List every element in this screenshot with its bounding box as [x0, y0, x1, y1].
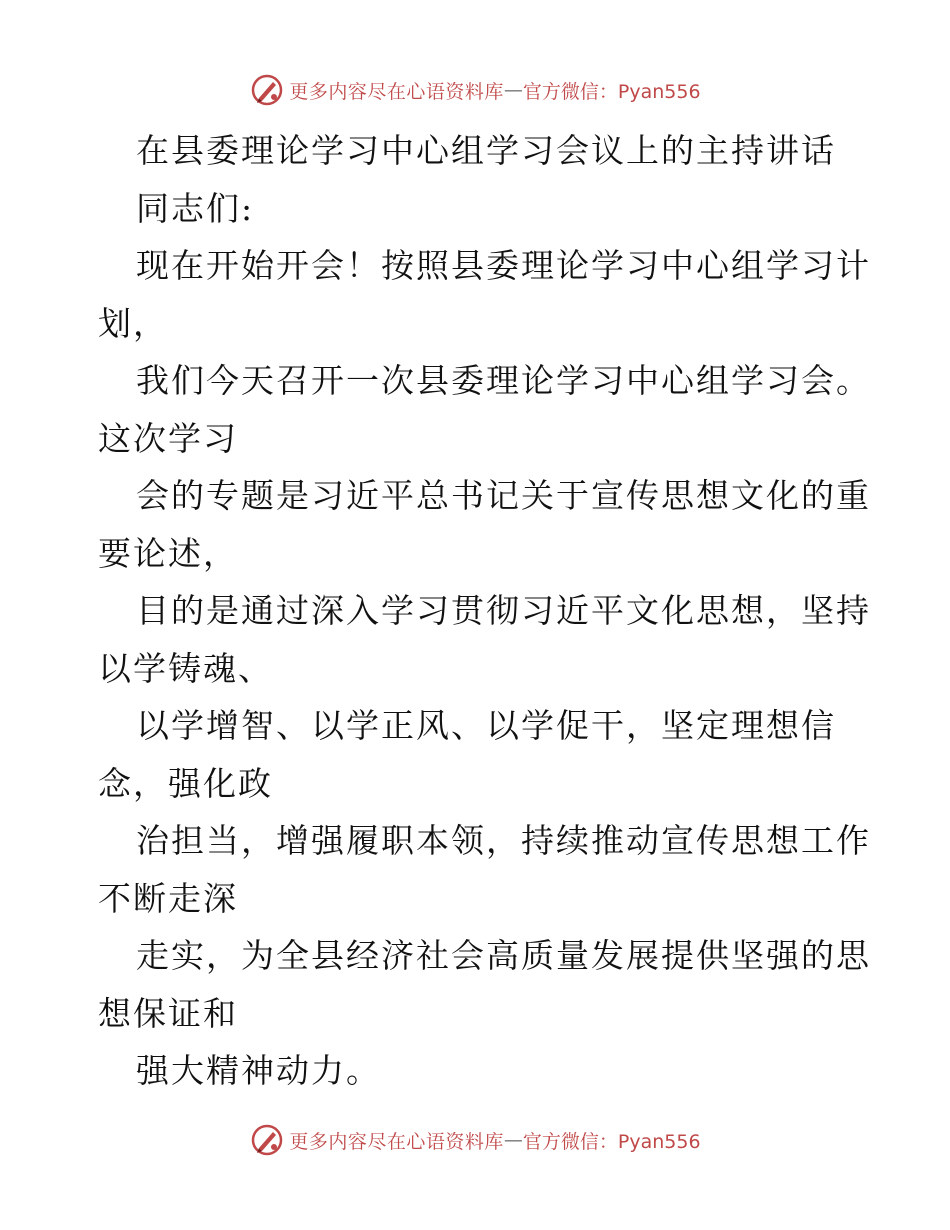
- paragraph-line: 以学增智、以学正风、以学促干，坚定理想信: [136, 706, 836, 745]
- paragraph-line: 强大精神动力。: [136, 1051, 381, 1090]
- banner-wechat-text: 官方微信：Pyan556: [522, 1130, 701, 1153]
- paragraph-line: 走实，为全县经济社会高质量发展提供坚强的思: [136, 936, 871, 975]
- banner-separator: —: [503, 1129, 523, 1151]
- paragraph-line: 目的是通过深入学习贯彻习近平文化思想，坚持: [136, 591, 871, 630]
- paragraph-line: 想保证和: [98, 993, 238, 1033]
- document-body: [98, 122, 871, 1100]
- pen-logo-icon: [249, 72, 285, 108]
- paragraph-line: 会的专题是习近平总书记关于宣传思想文化的重: [136, 476, 871, 515]
- header-banner: [0, 70, 950, 110]
- banner-separator: —: [503, 79, 523, 101]
- paragraph-line: 划，: [98, 303, 168, 343]
- document-title: 在县委理论学习中心组学习会议上的主持讲话: [136, 131, 836, 170]
- paragraph-line: 现在开始开会！按照县委理论学习中心组学习计: [136, 246, 871, 285]
- banner-site-text: 更多内容尽在心语资料库: [289, 1130, 504, 1153]
- paragraph-line: 不断走深: [98, 878, 238, 918]
- banner-wechat-text: 官方微信：Pyan556: [522, 80, 701, 103]
- paragraph-line: 治担当，增强履职本领，持续推动宣传思想工作: [136, 821, 871, 860]
- banner-site-text: 更多内容尽在心语资料库: [289, 80, 504, 103]
- paragraph-line: 我们今天召开一次县委理论学习中心组学习会。: [136, 361, 871, 400]
- paragraph-line: 要论述，: [98, 533, 238, 573]
- pen-logo-icon: [249, 1122, 285, 1158]
- paragraph-line: 念，强化政: [98, 763, 273, 803]
- footer-banner: [0, 1120, 950, 1160]
- paragraph-line: 同志们:: [136, 188, 255, 228]
- paragraph-line: 这次学习: [98, 418, 238, 458]
- paragraph-line: 以学铸魂、: [98, 648, 273, 688]
